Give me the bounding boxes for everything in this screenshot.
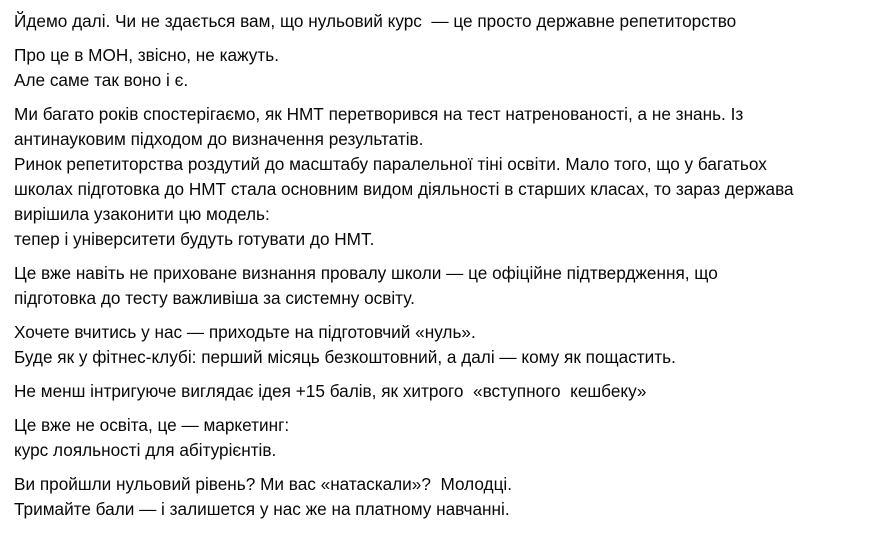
post-line: Про це в МОН, звісно, не кажуть. [14, 45, 279, 65]
post-line: Ви пройшли нульовий рівень? Ми вас «натаскали»? Молодці. [14, 474, 513, 494]
post-line: Хочете вчитись у нас — приходьте на підготовчий «нуль». [14, 322, 476, 342]
post-line: підготовка до тесту важливіша за системну освіту. [14, 288, 415, 308]
post-line: Не менш інтригуюче виглядає ідея +15 балів, як хитрого «вступного кешбеку» [14, 381, 647, 401]
post-line: школах підготовка до НМТ стала основним видом діяльності в старших класах, то зараз держава [14, 179, 794, 199]
post-paragraph [14, 261, 859, 311]
post-line: Але саме так воно і є. [14, 70, 189, 90]
post-line: Ми багато років спостерігаємо, як НМТ перетворився на тест натренованості, а не знань. Із [14, 104, 744, 124]
post-line: вирішила узаконити цю модель: [14, 204, 270, 224]
post-line: Це вже не освіта, це — маркетинг: [14, 415, 290, 435]
post-line: Йдемо далі. Чи не здається вам, що нульовий курс — це просто державне репетиторство [14, 11, 737, 31]
post-paragraph [14, 102, 859, 252]
post-text [14, 9, 859, 522]
post-paragraph [14, 472, 859, 522]
post-line: Буде як у фітнес-клубі: перший місяць безкоштовний, а далі — кому як пощастить. [14, 347, 676, 367]
post-line: Ринок репетиторства роздутий до масштабу паралельної тіні освіти. Мало того, що у багатьох [14, 154, 767, 174]
post-line: курс лояльності для абітурієнтів. [14, 440, 277, 460]
post-line: антинауковим підходом до визначення результатів. [14, 129, 424, 149]
post-paragraph [14, 379, 859, 404]
post-paragraph [14, 320, 859, 370]
post-line: Тримайте бали — і залишется у нас же на платному навчанні. [14, 499, 510, 519]
post-line: тепер і університети будуть готувати до НМТ. [14, 229, 375, 249]
post-paragraph [14, 43, 859, 93]
post-line: Це вже навіть не приховане визнання провалу школи — це офіційне підтвердження, що [14, 263, 718, 283]
post-paragraph [14, 413, 859, 463]
post-paragraph [14, 9, 859, 34]
